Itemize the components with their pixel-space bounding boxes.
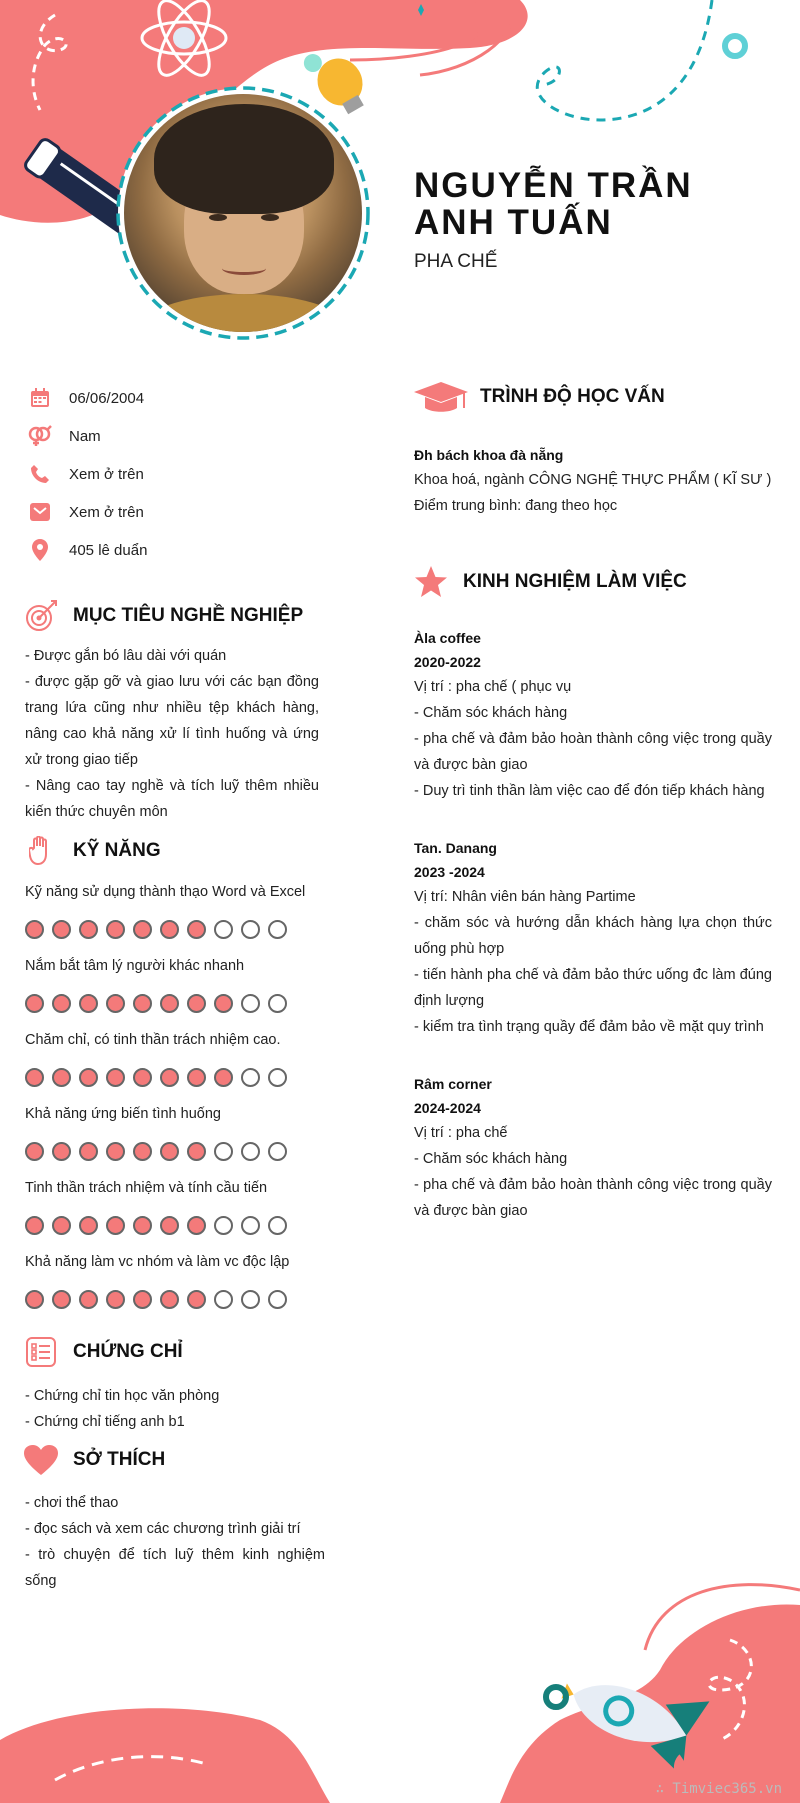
rating-dot-filled — [160, 1216, 179, 1235]
skill-rating — [25, 1216, 325, 1235]
contact-address — [28, 538, 147, 562]
skill-rating — [25, 1068, 325, 1087]
school-name: Đh bách khoa đà nẵng — [414, 447, 564, 463]
rating-dot-filled — [160, 1068, 179, 1087]
experience-list — [414, 626, 772, 1256]
job-entry — [414, 836, 772, 1040]
rating-dot-empty — [241, 994, 260, 1013]
rating-dot-filled — [160, 920, 179, 939]
email-text: Xem ở trên — [69, 503, 144, 521]
job-company: Àla coffee — [414, 630, 481, 646]
certificates-heading — [24, 1335, 183, 1369]
hobby-item: - chơi thể thao — [25, 1495, 119, 1511]
email-icon — [28, 500, 52, 524]
skills-heading — [24, 834, 161, 868]
graduation-cap-icon — [414, 380, 468, 414]
education-gpa: Điểm trung bình: đang theo học — [414, 498, 618, 514]
rating-dot-filled — [106, 994, 125, 1013]
rating-dot-filled — [214, 1068, 233, 1087]
rating-dot-filled — [79, 1142, 98, 1161]
skills-title: KỸ NĂNG — [73, 840, 161, 861]
rating-dot-filled — [79, 1068, 98, 1087]
rating-dot-filled — [79, 994, 98, 1013]
skill-rating — [25, 920, 325, 939]
hobby-item: - trò chuyện để tích luỹ thêm kinh nghiệm sống — [25, 1547, 325, 1589]
skill-label: Nắm bắt tâm lý người khác nhanh — [25, 958, 245, 974]
contact-email — [28, 500, 144, 524]
skill-item — [25, 1180, 325, 1254]
job-entry — [414, 626, 772, 804]
objective-body — [25, 643, 319, 825]
skill-item — [25, 958, 325, 1032]
objective-line: - Được gắn bó lâu dài với quán — [25, 648, 227, 664]
birthday-text: 06/06/2004 — [69, 389, 145, 407]
rating-dot-empty — [268, 1216, 287, 1235]
rating-dot-empty — [214, 1142, 233, 1161]
rating-dot-filled — [106, 1068, 125, 1087]
rating-dot-filled — [52, 1068, 71, 1087]
skill-rating — [25, 1290, 325, 1309]
rating-dot-filled — [79, 1216, 98, 1235]
rating-dot-empty — [268, 920, 287, 939]
skill-label: Khả năng ứng biến tình huống — [25, 1106, 221, 1122]
rating-dot-filled — [25, 1142, 44, 1161]
job-detail: - Duy trì tinh thần làm việc cao để đón tiếp khách hàng — [414, 783, 765, 799]
rating-dot-filled — [214, 994, 233, 1013]
star-icon — [414, 565, 448, 599]
rating-dot-filled — [187, 1290, 206, 1309]
rating-dot-filled — [106, 920, 125, 939]
phone-text: Xem ở trên — [69, 465, 144, 483]
gender-icon — [28, 424, 52, 448]
address-text: 405 lê duẩn — [69, 541, 148, 559]
job-company: Tan. Danang — [414, 840, 497, 856]
rating-dot-filled — [52, 994, 71, 1013]
calendar-icon — [28, 386, 52, 410]
hobby-item: - đọc sách và xem các chương trình giải trí — [25, 1521, 301, 1537]
skill-rating — [25, 1142, 325, 1161]
rating-dot-filled — [25, 1290, 44, 1309]
rating-dot-empty — [214, 1216, 233, 1235]
profile-photo-frame — [114, 84, 372, 342]
skill-label: Khả năng làm vc nhóm và làm vc độc lập — [25, 1254, 290, 1270]
rating-dot-empty — [241, 1142, 260, 1161]
job-detail: - Chăm sóc khách hàng — [414, 705, 568, 721]
rating-dot-empty — [241, 920, 260, 939]
job-period: 2023 -2024 — [414, 864, 485, 880]
objective-line: - được gặp gỡ và giao lưu với các bạn đồng trang lứa cũng như nhiều tệp khách hàng, nâng cao khả năng xử lí tình huống và ứng xử trong giao tiếp — [25, 674, 319, 768]
hobbies-heading — [24, 1443, 165, 1477]
rating-dot-filled — [25, 994, 44, 1013]
rating-dot-filled — [187, 1068, 206, 1087]
job-period: 2020-2022 — [414, 654, 481, 670]
rating-dot-filled — [133, 920, 152, 939]
rating-dot-filled — [25, 920, 44, 939]
job-detail: Vị trí : pha chế — [414, 1125, 508, 1141]
skills-list — [25, 884, 325, 1328]
job-company: Râm corner — [414, 1076, 492, 1092]
rating-dot-filled — [187, 1216, 206, 1235]
skill-label: Chăm chỉ, có tinh thần trách nhiệm cao. — [25, 1032, 281, 1048]
rating-dot-empty — [241, 1290, 260, 1309]
footer-brand: ∴ Timviec365.vn — [655, 1781, 782, 1797]
certificate-item: - Chứng chỉ tiếng anh b1 — [25, 1414, 185, 1430]
rating-dot-empty — [241, 1068, 260, 1087]
rating-dot-empty — [241, 1216, 260, 1235]
rating-dot-empty — [268, 1142, 287, 1161]
rating-dot-filled — [133, 1142, 152, 1161]
objective-title: MỤC TIÊU NGHỀ NGHIỆP — [73, 605, 304, 626]
contact-phone — [28, 462, 144, 486]
rating-dot-filled — [160, 994, 179, 1013]
education-heading — [414, 380, 665, 414]
education-major: Khoa hoá, ngành CÔNG NGHỆ THỰC PHẨM ( KĨ SƯ ) — [414, 472, 772, 488]
objective-heading — [24, 599, 303, 633]
rating-dot-filled — [106, 1290, 125, 1309]
candidate-name: NGUYỄN TRẦN ANH TUẤN — [414, 166, 693, 242]
rating-dot-filled — [52, 920, 71, 939]
hobbies-body — [25, 1490, 325, 1594]
experience-heading — [414, 565, 687, 599]
certificate-item: - Chứng chỉ tin học văn phòng — [25, 1388, 220, 1404]
job-detail: Vị trí: Nhân viên bán hàng Partime — [414, 889, 636, 905]
job-detail: - pha chế và đảm bảo hoàn thành công việc trong quầy và được bàn giao — [414, 1177, 772, 1219]
phone-icon — [28, 462, 52, 486]
rating-dot-filled — [133, 1216, 152, 1235]
rating-dot-filled — [133, 994, 152, 1013]
rating-dot-filled — [25, 1068, 44, 1087]
education-body — [414, 443, 772, 519]
job-detail: Vị trí : pha chế ( phục vụ — [414, 679, 572, 695]
experience-title: KINH NGHIỆM LÀM VIỆC — [463, 571, 687, 592]
target-icon — [24, 599, 58, 633]
skill-item — [25, 1106, 325, 1180]
skill-rating — [25, 994, 325, 1013]
skill-item — [25, 1032, 325, 1106]
rating-dot-filled — [52, 1290, 71, 1309]
rating-dot-filled — [79, 920, 98, 939]
location-icon — [28, 538, 52, 562]
rating-dot-filled — [133, 1290, 152, 1309]
skill-label: Kỹ năng sử dụng thành thạo Word và Excel — [25, 884, 306, 900]
rating-dot-filled — [187, 920, 206, 939]
rating-dot-filled — [160, 1290, 179, 1309]
objective-line: - Nâng cao tay nghề và tích luỹ thêm nhiều kiến thức chuyên môn — [25, 778, 319, 820]
rating-dot-filled — [52, 1142, 71, 1161]
rating-dot-filled — [106, 1216, 125, 1235]
skill-item — [25, 884, 325, 958]
heart-icon — [24, 1443, 58, 1477]
rating-dot-filled — [133, 1068, 152, 1087]
job-entry — [414, 1072, 772, 1224]
rating-dot-filled — [79, 1290, 98, 1309]
skill-label: Tinh thần trách nhiệm và tính cầu tiến — [25, 1180, 268, 1196]
rating-dot-filled — [52, 1216, 71, 1235]
rating-dot-filled — [25, 1216, 44, 1235]
rating-dot-filled — [187, 1142, 206, 1161]
skill-item — [25, 1254, 325, 1328]
hobbies-title: SỞ THÍCH — [73, 1449, 166, 1470]
job-period: 2024-2024 — [414, 1100, 481, 1116]
rating-dot-empty — [268, 1290, 287, 1309]
rating-dot-filled — [187, 994, 206, 1013]
rating-dot-filled — [106, 1142, 125, 1161]
job-detail: - pha chế và đảm bảo hoàn thành công việc trong quầy và được bàn giao — [414, 731, 772, 773]
education-title: TRÌNH ĐỘ HỌC VẤN — [480, 386, 665, 407]
job-detail: - Chăm sóc khách hàng — [414, 1151, 568, 1167]
contact-birthday — [28, 386, 144, 410]
job-detail: - tiến hành pha chế và đảm bảo thức uống đc làm đúng định lượng — [414, 967, 772, 1009]
rating-dot-empty — [268, 994, 287, 1013]
contact-gender — [28, 424, 101, 448]
rating-dot-empty — [214, 1290, 233, 1309]
job-detail: - kiểm tra tình trạng quầy để đảm bảo về mặt quy trình — [414, 1019, 764, 1035]
certificates-body — [25, 1383, 325, 1435]
rating-dot-filled — [160, 1142, 179, 1161]
hand-icon — [24, 834, 58, 868]
job-detail: - chăm sóc và hướng dẫn khách hàng lựa chọn thức uống phù hợp — [414, 915, 772, 957]
rating-dot-empty — [214, 920, 233, 939]
checklist-icon — [24, 1335, 58, 1369]
avatar — [124, 94, 362, 332]
rating-dot-empty — [268, 1068, 287, 1087]
job-title: PHA CHẾ — [414, 251, 498, 272]
certificates-title: CHỨNG CHỈ — [73, 1341, 183, 1362]
gender-text: Nam — [69, 427, 101, 445]
